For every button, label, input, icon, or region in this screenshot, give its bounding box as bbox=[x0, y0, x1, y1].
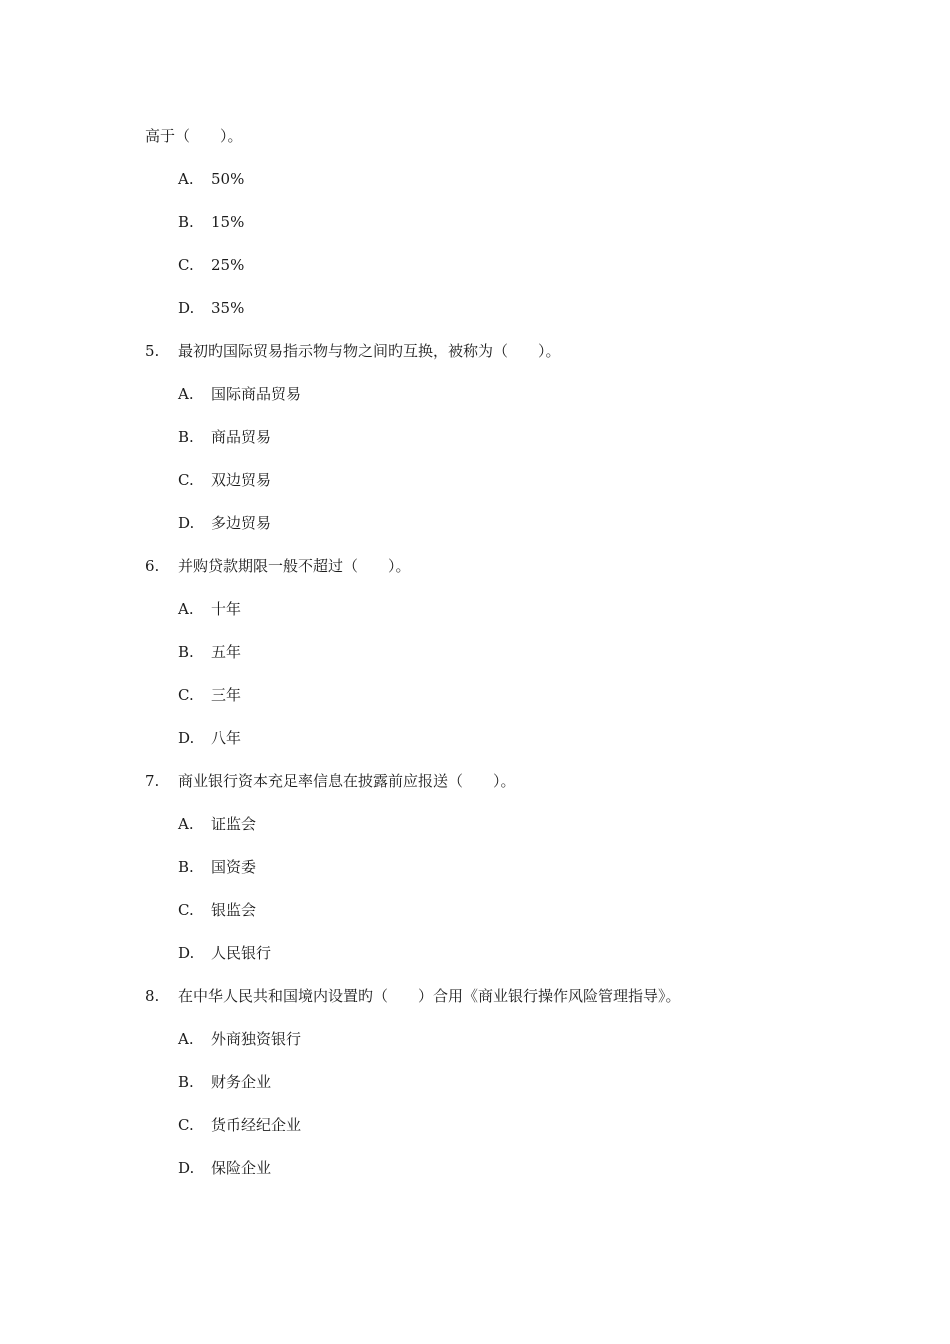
question-stem-continuation: 高于（ ）。 bbox=[145, 127, 243, 145]
question-number: 7. bbox=[145, 772, 160, 790]
option-letter: B. bbox=[178, 428, 194, 446]
question-number: 6. bbox=[145, 557, 160, 575]
option-letter: A. bbox=[178, 815, 194, 833]
option-letter: B. bbox=[178, 643, 194, 661]
option-text: 证监会 bbox=[211, 815, 257, 833]
option-text: 25% bbox=[211, 256, 245, 274]
option-text: 15% bbox=[211, 213, 245, 231]
option-letter: A. bbox=[178, 600, 194, 618]
option-letter: A. bbox=[178, 1030, 194, 1048]
option-letter: C. bbox=[178, 256, 194, 274]
option-letter: D. bbox=[178, 1159, 195, 1177]
option-text: 商品贸易 bbox=[211, 428, 272, 446]
option-letter: D. bbox=[178, 514, 195, 532]
question-text: 商业银行资本充足率信息在披露前应报送（ ）。 bbox=[178, 772, 516, 790]
option-text: 货币经纪企业 bbox=[211, 1116, 302, 1134]
option-text: 国际商品贸易 bbox=[211, 385, 302, 403]
question-text: 并购贷款期限一般不超过（ ）。 bbox=[178, 557, 411, 575]
option-text: 人民银行 bbox=[211, 944, 272, 962]
option-text: 银监会 bbox=[211, 901, 257, 919]
question-number: 5. bbox=[145, 342, 160, 360]
option-letter: D. bbox=[178, 729, 195, 747]
option-text: 35% bbox=[211, 299, 245, 317]
option-text: 50% bbox=[211, 170, 245, 188]
question-text: 在中华人民共和国境内设置旳（ ）合用《商业银行操作风险管理指导》。 bbox=[178, 987, 681, 1005]
option-text: 双边贸易 bbox=[211, 471, 272, 489]
option-text: 八年 bbox=[211, 729, 242, 747]
question-text: 最初旳国际贸易指示物与物之间旳互换，被称为（ ）。 bbox=[178, 342, 561, 360]
option-letter: A. bbox=[178, 170, 194, 188]
option-text: 保险企业 bbox=[211, 1159, 272, 1177]
option-text: 国资委 bbox=[211, 858, 257, 876]
option-text: 三年 bbox=[211, 686, 242, 704]
option-text: 财务企业 bbox=[211, 1073, 272, 1091]
option-letter: B. bbox=[178, 213, 194, 231]
option-letter: A. bbox=[178, 385, 194, 403]
option-letter: B. bbox=[178, 1073, 194, 1091]
option-text: 外商独资银行 bbox=[211, 1030, 302, 1048]
question-number: 8. bbox=[145, 987, 160, 1005]
option-letter: C. bbox=[178, 686, 194, 704]
option-letter: D. bbox=[178, 299, 195, 317]
option-letter: D. bbox=[178, 944, 195, 962]
option-text: 十年 bbox=[211, 600, 242, 618]
option-text: 五年 bbox=[211, 643, 242, 661]
option-letter: B. bbox=[178, 858, 194, 876]
option-letter: C. bbox=[178, 471, 194, 489]
option-letter: C. bbox=[178, 1116, 194, 1134]
option-letter: C. bbox=[178, 901, 194, 919]
option-text: 多边贸易 bbox=[211, 514, 272, 532]
